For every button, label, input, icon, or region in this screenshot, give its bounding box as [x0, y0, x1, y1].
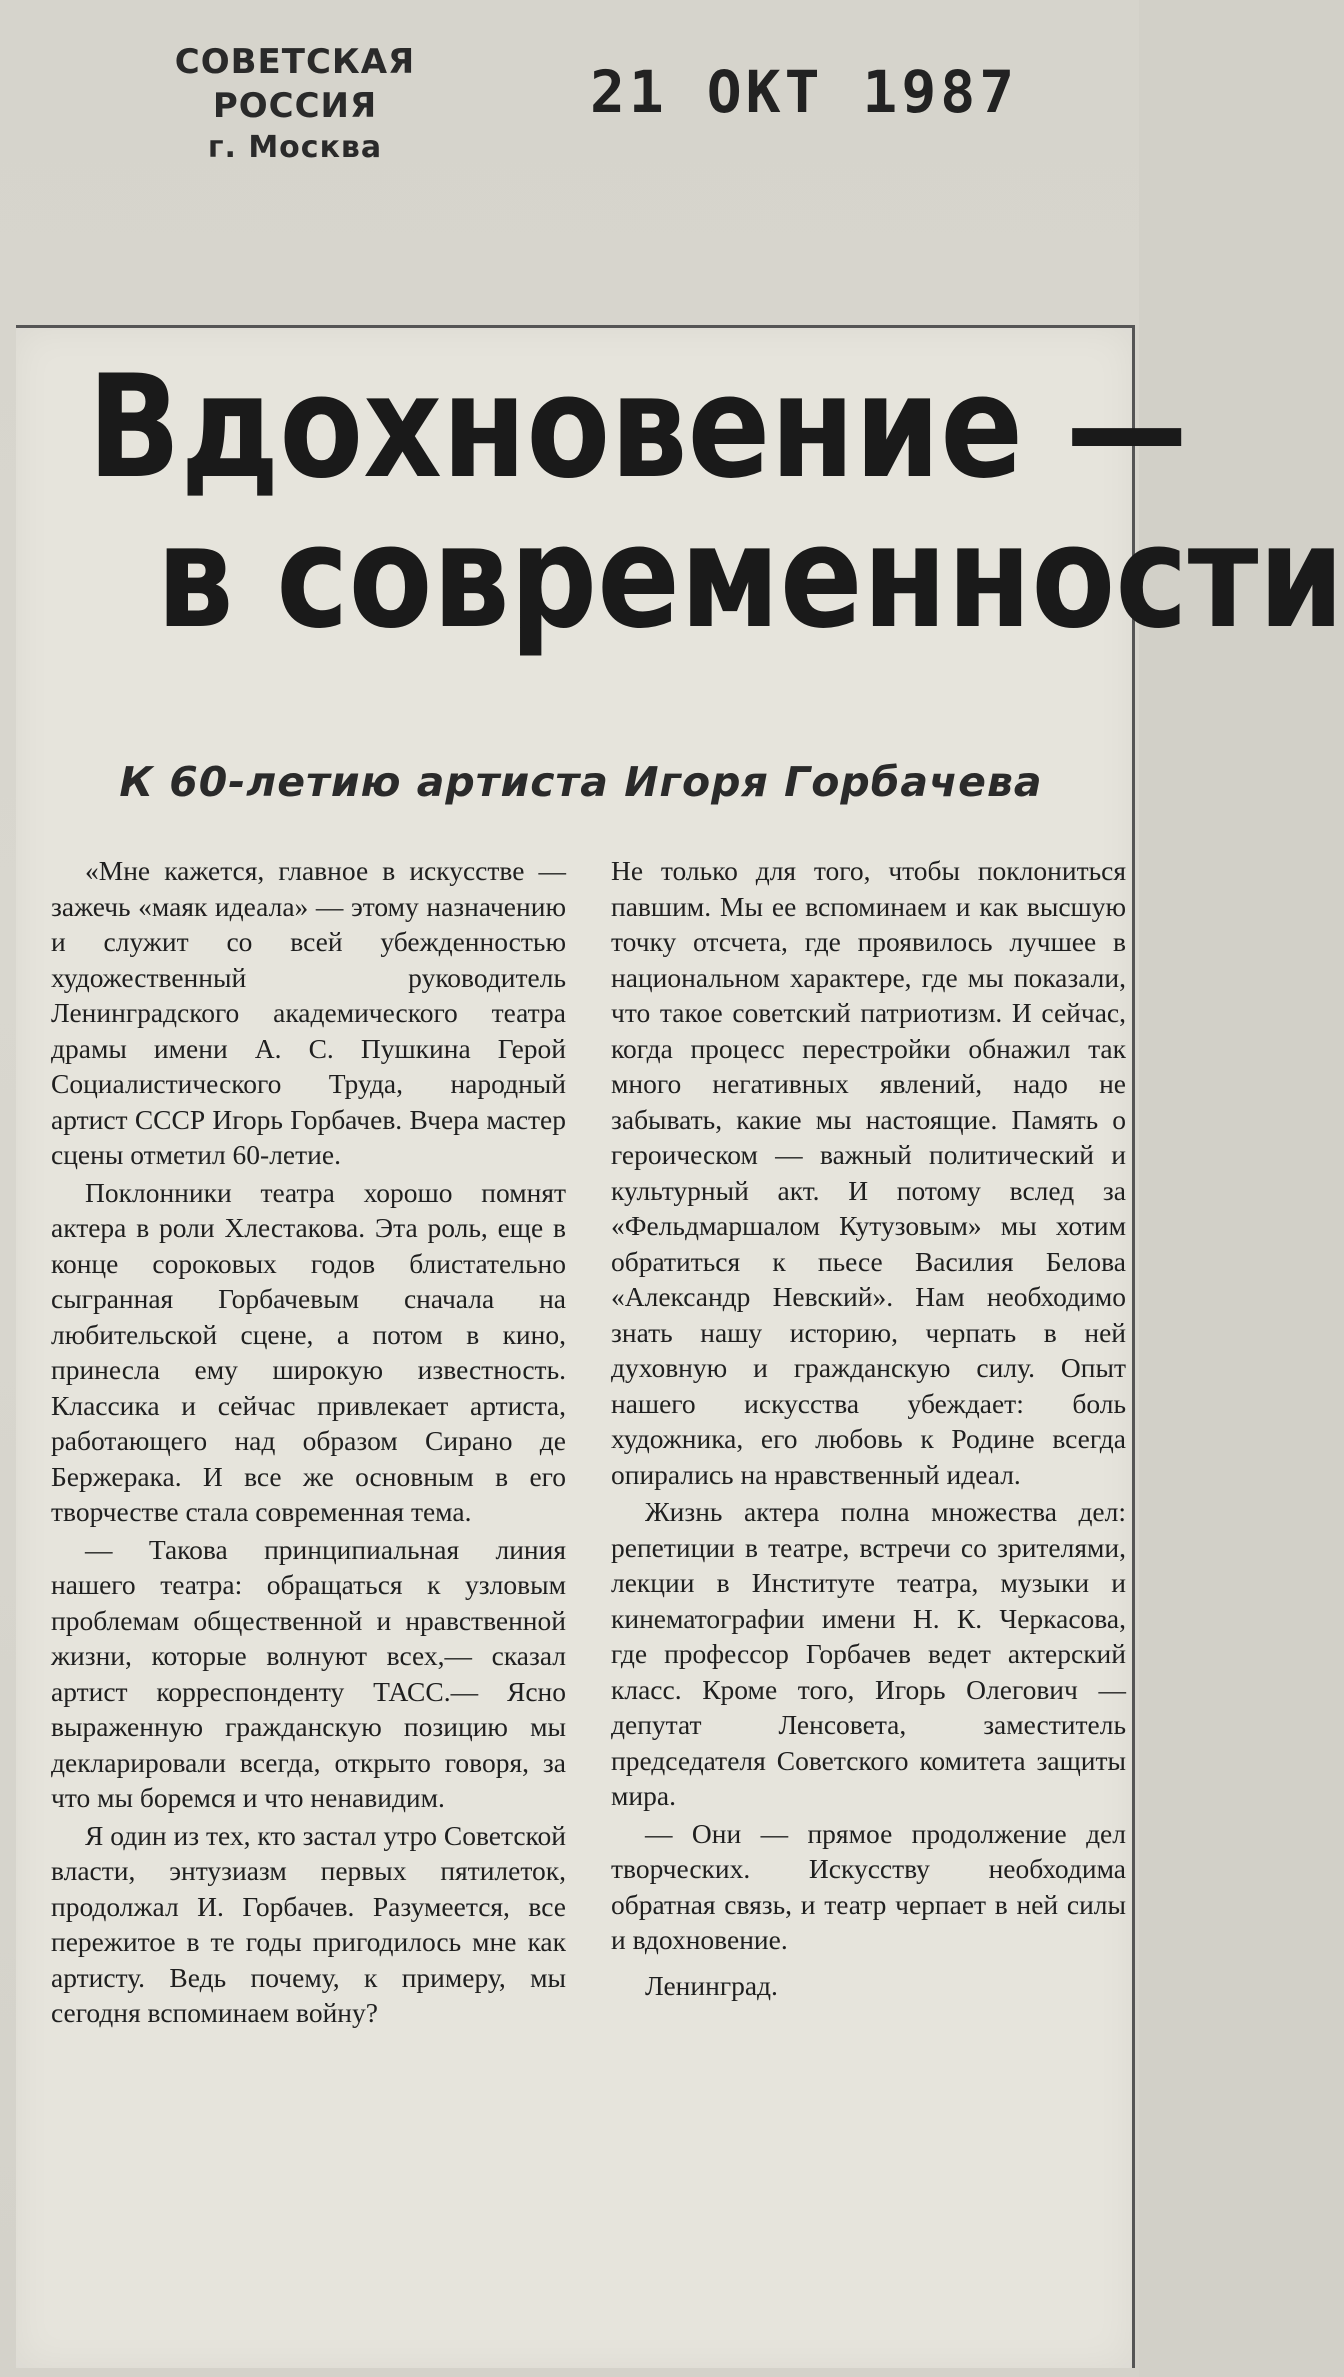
dateline-signoff: Ленинград. [645, 1969, 778, 2001]
paragraph: Я один из тех, кто застал утро Советской власти, энтузиазм первых пятилеток, продолжал И. Горбачев. Разумеется, все пережитое в те годы пригодилось мне как артисту. Ведь почему, к примеру, мы сегодня вспоминаем войну? [51, 1819, 566, 2028]
article-clipping [16, 325, 1344, 2368]
paragraph: Жизнь актера полна множества дел: репетиции в театре, встречи со зрителями, лекции в Институте театра, музыки и кинематографии имени Н. К. Черкасова, где профессор Горбачев ведет актерский класс. Кроме того, Игорь Олегович — депутат Ленсовета, заместитель председателя Советского комитета защиты мира. [611, 1496, 1126, 1811]
stamp-city: г. Москва [207, 130, 383, 165]
newspaper-stamp [110, 40, 480, 168]
headline-line-1: Вдохновение — [87, 345, 1188, 510]
article-body [51, 853, 1126, 2353]
headline [36, 328, 1344, 660]
paragraph: — Они — прямое продолжение дел творческих. Искусству необходима обратная связь, и театр черпает в ней силы и вдохновение. [611, 1817, 1126, 1955]
date-stamp: 21 ОКТ 1987 [590, 58, 1019, 126]
paragraph: — Такова принципиальная линия нашего театра: обращаться к узловым проблемам общественной и нравственной жизни, которые волнуют всех,— сказал артист корреспонденту ТАСС.— Ясно выраженную гражданскую позицию мы декларировали всегда, открыто говоря, за что мы боремся и что ненавидим. [51, 1533, 566, 1813]
paragraph: «Мне кажется, главное в искусстве — зажечь «маяк идеала» — этому назначению и служит со всей убежденностью художественный руководитель Ленинградского академического театра драмы имени А. С. Пушкина Герой Социалистического Труда, народный артист СССР Игорь Горбачев. Вчера мастер сцены отметил 60-летие. [51, 855, 566, 1170]
paragraph: Не только для того, чтобы поклониться павшим. Мы ее вспоминаем и как высшую точку отсчета, где проявилось лучшее в национальном характере, где мы показали, что такое советский патриотизм. И сейчас, когда процесс перестройки обнажил так много негативных явлений, надо не забывать, какие мы настоящие. Память о героическом — важный политический и культурный акт. И потому вслед за «Фельдмаршалом Кутузовым» мы хотим обратиться к пьесе Василия Белова «Александр Невский». Нам необходимо знать нашу историю, черпать в ней духовную и гражданскую силу. Опыт нашего искусства убеждает: боль художника, его любовь к Родине всегда опирались на нравственный идеал. [611, 855, 1126, 1490]
paragraph: Поклонники театра хорошо помнят актера в роли Хлестакова. Эта роль, еще в конце сороковых годов блистательно сыгранная Горбачевым сначала на любительской сцене, а потом в кино, принесла ему широкую известность. Классика и сейчас привлекает артиста, работающего над образом Сирано де Бержерака. И все же основным в его творчестве стала современная тема. [51, 1176, 566, 1527]
stamp-newspaper-name: СОВЕТСКАЯ РОССИЯ [174, 42, 416, 126]
article-column-right [611, 853, 1126, 2353]
article-column-left [51, 853, 566, 2353]
headline-line-2: в современности [156, 495, 1344, 660]
subtitle: К 60-летию артиста Игоря Горбачева [119, 758, 1043, 806]
